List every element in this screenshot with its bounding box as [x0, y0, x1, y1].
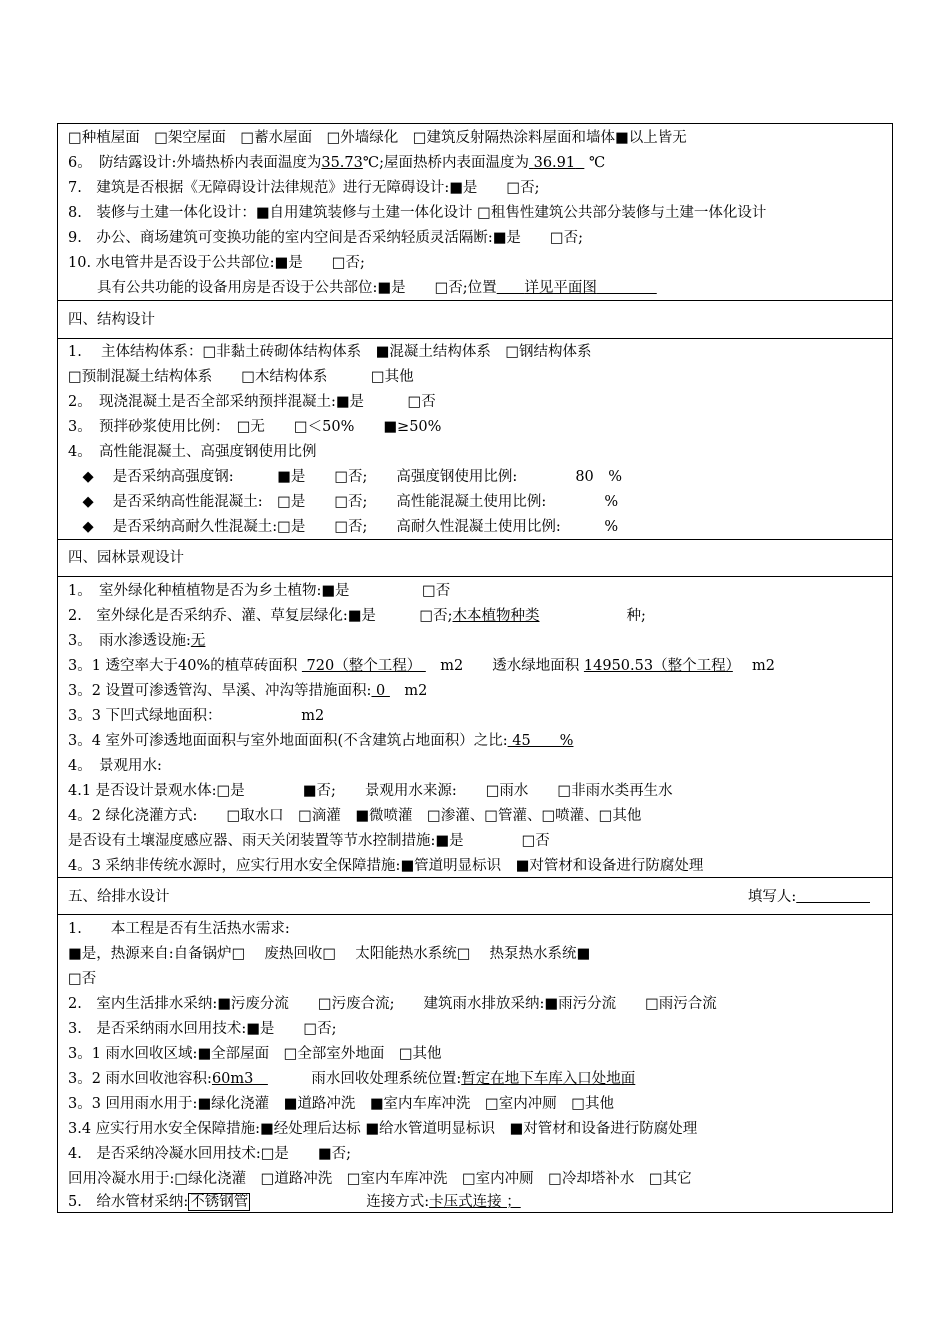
permeable-green-area-field[interactable]: 14950.53（整个工程）: [583, 658, 733, 674]
divider: [58, 576, 892, 577]
divider: [58, 300, 892, 301]
water-line: 2. 室内生活排水采纳:■污废分流 □污废合流; 建筑雨水排放采纳:■雨污分流 □雨污合流: [68, 996, 717, 1012]
landscape-line: 4。3 采纳非传统水源时，应实行用水安全保障措施:■管道明显标识 ■对管材和设备进行防腐处理: [68, 858, 704, 874]
water-line: 5. 给水管材采纳: 不锈钢管 连接方式:卡压式连接 ；: [68, 1194, 521, 1210]
landscape-line: 3。 雨水渗透设施:无: [68, 633, 206, 649]
roof-options-line: □种植屋面 □架空屋面 □蓄水屋面 □外墙绿化 □建筑反射隔热涂料屋面和墙体■以上皆无: [68, 130, 687, 146]
structure-line: 1. 主体结构体系：□非黏土砖砌体结构体系 ■混凝土结构体系 □钢结构体系: [68, 344, 592, 360]
water-line: 3。1 雨水回收区域:■全部屋面 □全部室外地面 □其他: [68, 1046, 442, 1062]
equipment-room-line: 具有公共功能的设备用房是否设于公共部位:■是 □否;位置 详见平面图: [68, 279, 657, 297]
filler-field[interactable]: 填写人:: [747, 889, 797, 905]
structure-line: 3。 预拌砂浆使用比例： □无 □＜50% ■≥50%: [68, 419, 442, 435]
water-line: 3. 是否采纳雨水回用技术:■是 □否;: [68, 1021, 337, 1037]
structure-line: ◆ 是否采纳高耐久性混凝土:□是 □否; 高耐久性混凝土使用比例: %: [68, 519, 619, 535]
divider: [58, 877, 892, 878]
landscape-line: 3。2 设置可渗透管沟、旱溪、冲沟等措施面积: 0 m2: [68, 683, 428, 699]
landscape-line: 4.1 是否设计景观水体:□是 ■否; 景观用水来源: □雨水 □非雨水类再生水: [68, 783, 673, 799]
water-line: 3。2 雨水回收池容积:60m3 雨水回收处理系统位置:暂定在地下车库入口处地面: [68, 1071, 636, 1087]
water-section-title: 五、给排水设计: [68, 889, 170, 905]
landscape-line: 是否设有土壤湿度感应器、雨天关闭装置等节水控制措施:■是 □否: [68, 833, 550, 849]
location-value[interactable]: 详见平面图: [524, 280, 597, 296]
landscape-line: 3。1 透空率大于40%的植草砖面积 720（整个工程） m2 透水绿地面积 14950.53（整个工程） m2: [68, 658, 775, 674]
connection-method-field[interactable]: 卡压式连接 ；: [429, 1194, 521, 1210]
water-line: □否: [68, 971, 97, 987]
partition-line: 9. 办公、商场建筑可变换功能的室内空间是否采纳轻质灵活隔断:■是 □否;: [68, 230, 584, 246]
divider: [58, 914, 892, 915]
water-line: 3.4 应实行用水安全保障措施:■经处理后达标 ■给水管道明显标识 ■对管材和设备进行防腐处理: [68, 1121, 698, 1137]
grass-brick-area-field[interactable]: 720（整个工程）: [301, 658, 426, 674]
plant-species-field[interactable]: 木本植物种类: [452, 608, 540, 624]
water-line: 1. 本工程是否有生活热水需求:: [68, 921, 290, 937]
wall-temp-value[interactable]: 35.73: [321, 155, 363, 171]
water-line: 回用冷凝水用于:□绿化浇灌 □道路冲洗 □室内车库冲洗 □室内冲厕 □冷却塔补水 □其它: [68, 1171, 692, 1187]
landscape-line: 3。3 下凹式绿地面积： m2: [68, 708, 325, 724]
water-line: ■是，热源来自:自备锅炉□ 废热回收□ 太阳能热水系统□ 热泵热水系统■: [68, 946, 591, 962]
structure-line: ◆ 是否采纳高强度钢: ■是 □否; 高强度钢使用比例: 80 %: [68, 469, 623, 485]
anti-condensation-line: 6。 防结露设计:外墙热桥内表面温度为35.73℃;屋面热桥内表面温度为 36.91 ℃: [68, 155, 606, 171]
treatment-location-field[interactable]: 暂定在地下车库入口处地面: [461, 1071, 636, 1087]
landscape-line: 4。2 绿化浇灌方式: □取水口 □滴灌 ■微喷灌 □渗灌、□管灌、□喷灌、□其他: [68, 808, 642, 824]
accessibility-line: 7. 建筑是否根据《无障碍设计法律规范》进行无障碍设计:■是 □否;: [68, 180, 540, 196]
structure-line: 4。 高性能混凝土、高强度钢使用比例: [68, 444, 317, 460]
divider: [58, 539, 892, 540]
rain-infiltration-field[interactable]: 无: [190, 633, 206, 649]
green-building-form: [57, 123, 893, 1213]
structure-line: ◆ 是否采纳高性能混凝土: □是 □否; 高性能混凝土使用比例: %: [68, 494, 619, 510]
tank-volume-field[interactable]: 60m3: [211, 1071, 268, 1087]
shaft-line: 10. 水电管井是否设于公共部位:■是 □否;: [68, 255, 365, 271]
water-line: 3。3 回用雨水用于:■绿化浇灌 ■道路冲洗 ■室内车库冲洗 □室内冲厕 □其他: [68, 1096, 614, 1112]
divider: [58, 338, 892, 339]
roof-temp-value[interactable]: 36.91: [533, 155, 576, 171]
permeable-ratio-field[interactable]: 45 %: [507, 733, 574, 749]
landscape-line: 2. 室外绿化是否采纳乔、灌、草复层绿化:■是 □否;木本植物种类 种;: [68, 608, 646, 624]
pipe-material-field[interactable]: 不锈钢管: [190, 1194, 249, 1210]
trench-area-field[interactable]: 0: [371, 683, 390, 699]
decoration-integration-line: 8. 装修与土建一体化设计：■自用建筑装修与土建一体化设计 □租售性建筑公共部分装修与土建一体化设计: [68, 205, 767, 221]
water-line: 4. 是否采纳冷凝水回用技术:□是 ■否;: [68, 1146, 352, 1162]
landscape-line: 3。4 室外可渗透地面面积与室外地面面积(不含建筑占地面积）之比: 45 %: [68, 733, 574, 749]
structure-section-title: 四、结构设计: [68, 312, 155, 328]
landscape-section-title: 四、园林景观设计: [68, 550, 184, 566]
landscape-line: 4。 景观用水:: [68, 758, 162, 774]
structure-line: 2。 现浇混凝土是否全部采纳预拌混凝土:■是 □否: [68, 394, 436, 410]
structure-line: □预制混凝土结构体系 □木结构体系 □其他: [68, 369, 414, 385]
landscape-line: 1。 室外绿化种植植物是否为乡土植物:■是 □否: [68, 583, 451, 599]
